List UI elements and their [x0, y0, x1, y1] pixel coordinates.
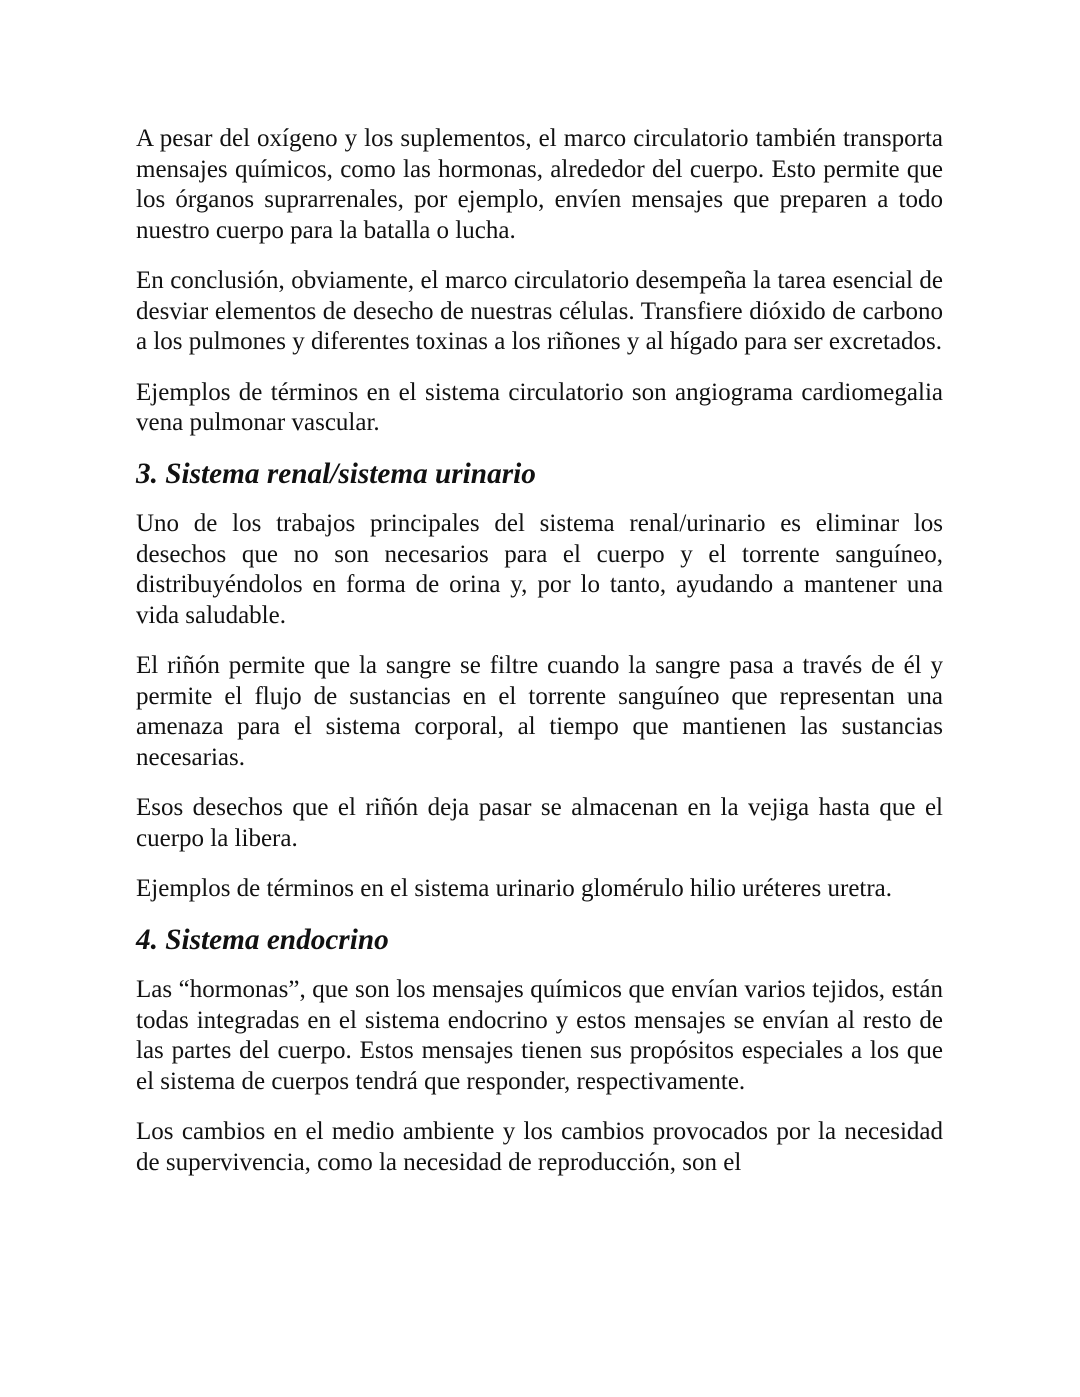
paragraph-circulatory-waste: En conclusión, obviamente, el marco circulatorio desempeña la tarea esencial de desviar elementos de desecho de nuestras células. Transfiere dióxido de carbono a los pulmones y diferentes toxinas a los riñones y al hígado para ser excretados. [136, 267, 943, 355]
section-heading-endocrine: 4. Sistema endocrino [136, 923, 389, 956]
paragraph-bladder: Esos desechos que el riñón deja pasar se almacenan en la vejiga hasta que el cuerpo la libera. [136, 794, 943, 852]
paragraph-circulatory-terms: Ejemplos de términos en el sistema circulatorio son angiograma cardiomegalia vena pulmonar vascular. [136, 378, 943, 436]
paragraph-circulatory-hormones: A pesar del oxígeno y los suplementos, el marco circulatorio también transporta mensajes químicos, como las hormonas, alrededor del cuerpo. Esto permite que los órganos suprarrenales, por ejemplo, envíen mensajes que preparen a todo nuestro cuerpo para la batalla o lucha. [136, 125, 943, 244]
paragraph-hormones: Las “hormonas”, que son los mensajes químicos que envían varios tejidos, están todas integradas en el sistema endocrino y estos mensajes se envían al resto de las partes del cuerpo. Estos mensajes tienen sus propósitos especiales a los que el sistema de cuerpos tendrá que responder, respectivamente. [136, 976, 943, 1095]
paragraph-renal-function: Uno de los trabajos principales del sistema renal/urinario es eliminar los desechos que no son necesarios para el cuerpo y el torrente sanguíneo, distribuyéndolos en forma de orina y, por lo tanto, ayudando a mantener una vida saludable. [136, 510, 943, 629]
paragraph-kidney-filter: El riñón permite que la sangre se filtre cuando la sangre pasa a través de él y permite el flujo de sustancias en el torrente sanguíneo que representan una amenaza para el sistema corporal, al tiempo que mantienen las sustancias necesarias. [136, 652, 943, 771]
paragraph-environment-changes: Los cambios en el medio ambiente y los cambios provocados por la necesidad de supervivencia, como la necesidad de reproducción, son el [136, 1118, 943, 1176]
section-heading-renal: 3. Sistema renal/sistema urinario [136, 457, 536, 490]
paragraph-urinary-terms: Ejemplos de términos en el sistema urinario glomérulo hilio uréteres uretra. [136, 875, 893, 902]
document-page [136, 124, 943, 1178]
